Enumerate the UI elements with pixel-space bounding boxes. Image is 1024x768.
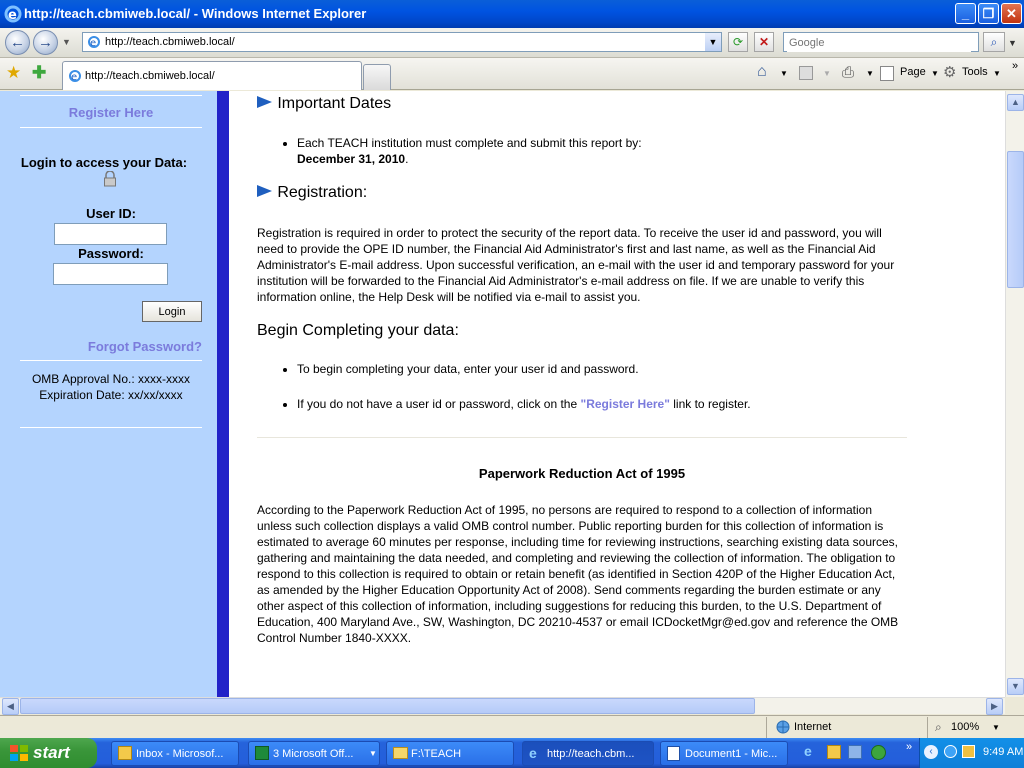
begin-item2-text: If you do not have a user id or password, click on the (297, 397, 581, 411)
quicklaunch-app-icon[interactable] (871, 745, 886, 760)
task-label: Document1 - Mic... (685, 748, 778, 760)
tools-dropdown-icon[interactable]: ▼ (993, 69, 1001, 78)
quicklaunch-outlook-icon[interactable] (827, 745, 841, 759)
quicklaunch-more-icon[interactable]: » (906, 741, 913, 753)
excel-icon (255, 746, 269, 760)
taskbar (0, 738, 1024, 768)
registration-section (257, 185, 907, 201)
outlook-icon (118, 746, 132, 760)
search-box[interactable] (783, 32, 979, 52)
login-heading: Login to access your Data: (20, 155, 188, 170)
scroll-corner (1005, 697, 1024, 715)
address-toolbar (0, 28, 1024, 58)
registration-heading: Registration: (277, 184, 368, 201)
task-label: F:\TEACH (411, 748, 462, 760)
begin-list (257, 361, 907, 412)
login-button[interactable]: Login (142, 301, 202, 322)
favorites-star-icon[interactable]: ★ (6, 63, 22, 82)
status-bar (0, 715, 1024, 739)
horizontal-scroll-thumb[interactable] (20, 698, 755, 714)
divider (20, 95, 202, 96)
task-group-dropdown-icon: ▼ (369, 749, 377, 758)
tab-toolbar (0, 58, 1024, 90)
home-icon[interactable]: ⌂ (757, 63, 767, 80)
scroll-down-icon[interactable]: ▼ (1007, 678, 1024, 695)
status-divider (766, 717, 767, 738)
divider (20, 127, 202, 128)
tab-label: http://teach.cbmiweb.local/ (85, 70, 215, 82)
task-label: 3 Microsoft Off... (273, 748, 354, 760)
gear-icon: ⚙ (943, 64, 957, 81)
task-outlook[interactable] (111, 741, 239, 766)
omb-approval: OMB Approval No.: xxxx-xxxx (31, 372, 191, 386)
start-label: start (33, 743, 70, 762)
paperwork-text: According to the Paperwork Reduction Act of 1995, no persons are required to respond to a collection of information unless such collection displays a valid OMB control number. Public reporting burden for this collection of information is estimated to average 60 minutes per response, including time for reviewing instructions, searching existing data sources, gathering and maintaining the data needed, and completing and reviewing the collection of information. The obligation to respond to this collection is required to obtain or retain benefit (as identified in Section 420P of the Higher Education Act, as amended by the Higher Education Opportunity Act of 2008). Send comments regarding the burden estimate or any other aspect of this collection of information, including suggestions for reducing this burden, to the U.S. Department of Education, 400 Maryland Ave., SW, Washington, DC 20210-4537 or email ICDocketMgr@ed.gov and reference the OMB Control Number 1840-XXXX. (257, 503, 899, 645)
search-icon[interactable]: ⌕ (983, 32, 1005, 52)
add-favorites-icon[interactable]: ✚ (32, 63, 47, 82)
scroll-left-icon[interactable]: ◀ (2, 698, 19, 715)
close-button[interactable]: ✕ (1001, 3, 1022, 24)
list-item: • To begin completing your data, enter your user id and password. (297, 361, 907, 377)
scroll-up-icon[interactable]: ▲ (1007, 94, 1024, 111)
forgot-password-link[interactable]: Forgot Password? (87, 339, 202, 354)
page-dropdown-icon[interactable]: ▼ (931, 69, 939, 78)
divider (20, 360, 202, 361)
print-icon[interactable]: ⎙ (842, 64, 855, 81)
stop-icon[interactable]: ✕ (754, 32, 774, 52)
home-dropdown-icon[interactable]: ▼ (780, 69, 788, 78)
feeds-dropdown-icon[interactable]: ▼ (823, 69, 831, 78)
important-dates-list (257, 135, 907, 167)
system-tray (919, 738, 1024, 768)
task-label: http://teach.cbm... (547, 748, 635, 760)
tools-menu[interactable]: Tools (962, 66, 988, 78)
horizontal-scrollbar[interactable] (0, 697, 1005, 714)
windows-logo-icon (9, 744, 29, 762)
zoom-icon: ⌕ (935, 720, 942, 734)
task-office[interactable] (248, 741, 380, 766)
page-menu-icon (880, 66, 894, 81)
scroll-right-icon[interactable]: ▶ (986, 698, 1003, 715)
address-bar[interactable] (82, 32, 722, 52)
important-dates-heading: Important Dates (277, 95, 392, 112)
search-options-icon[interactable]: ▼ (1008, 38, 1017, 48)
page-icon (87, 35, 101, 49)
address-dropdown-icon[interactable]: ▼ (705, 33, 721, 51)
quicklaunch-ie-icon[interactable]: e (804, 743, 812, 759)
sidebar (0, 91, 217, 697)
register-here-link[interactable]: Register Here (68, 105, 154, 120)
tray-network-icon[interactable] (944, 745, 957, 758)
tray-app-icon[interactable] (962, 745, 975, 758)
divider (20, 427, 202, 428)
back-button[interactable]: ← (5, 30, 30, 55)
page-menu[interactable]: Page (900, 66, 926, 78)
arrow-icon (257, 96, 272, 108)
userid-label: User ID: (86, 206, 136, 221)
task-word[interactable] (660, 741, 788, 766)
svg-text:e: e (71, 72, 78, 83)
address-text: http://teach.cbmiweb.local/ (105, 36, 235, 48)
deadline-suffix: . (405, 152, 409, 166)
start-button[interactable] (0, 738, 97, 768)
search-input[interactable] (787, 34, 971, 52)
print-dropdown-icon[interactable]: ▼ (866, 69, 874, 78)
paperwork-heading: Paperwork Reduction Act of 1995 (478, 466, 686, 481)
svg-text:e: e (8, 8, 17, 23)
status-divider (927, 717, 928, 738)
forward-button[interactable]: → (33, 30, 58, 55)
globe-icon (776, 720, 790, 734)
important-dates-section (257, 96, 907, 112)
clock[interactable]: 9:49 AM (983, 746, 1024, 758)
list-item (297, 396, 907, 412)
lock-icon (103, 171, 117, 187)
expiration-date: Expiration Date: xx/xx/xxxx (39, 388, 183, 402)
task-ie[interactable] (522, 741, 654, 766)
window-title: http://teach.cbmiweb.local/ - Windows Internet Explorer (24, 6, 367, 21)
arrow-icon (257, 185, 272, 197)
vertical-scroll-thumb[interactable] (1007, 151, 1024, 288)
userid-input[interactable] (54, 223, 167, 245)
folder-icon (393, 747, 408, 759)
deadline-date: December 31, 2010 (297, 152, 406, 166)
quicklaunch-desktop-icon[interactable] (848, 745, 862, 759)
zoom-dropdown-icon[interactable]: ▼ (992, 723, 1000, 732)
sidebar-border (217, 91, 229, 697)
web-content (0, 91, 1005, 697)
begin-item2-suffix: link to register. (669, 397, 751, 411)
restore-button[interactable]: ❐ (978, 3, 999, 24)
important-item-text: Each TEACH institution must complete and submit this report by: (297, 136, 642, 150)
history-dropdown-icon[interactable]: ▼ (62, 37, 71, 47)
zoom-level[interactable]: 100% (951, 721, 980, 733)
new-tab-button[interactable] (363, 64, 391, 90)
register-here-inline-link[interactable]: "Register Here" (580, 397, 670, 411)
feeds-icon[interactable] (799, 66, 813, 80)
minimize-button[interactable]: _ (955, 3, 976, 24)
chevron-more-icon[interactable]: » (1012, 60, 1019, 72)
list-item (297, 135, 907, 167)
tab-current[interactable] (62, 61, 362, 90)
ie-icon: e (529, 745, 537, 761)
password-input[interactable] (53, 263, 168, 285)
ie-logo-icon (4, 5, 22, 23)
refresh-icon[interactable]: ⟳ (728, 32, 748, 52)
registration-text: Registration is required in order to protect the security of the report data. To receive the user id and password, you will need to provide the OPE ID number, the Financial Aid Administrator's first and last name, as well as the Financial Aid Administrator's E-mail address. Upon successful verification, an e-mail with the user id and temporary password for your institution will be forwarded to the Financial Aid Administrator's e-mail address on file. If we are unable to verify this information online, the Help Desk will be notified via e-mail to assist you. (257, 226, 895, 304)
password-label: Password: (78, 246, 144, 261)
security-zone: Internet (794, 721, 832, 733)
task-folder[interactable] (386, 741, 514, 766)
begin-heading: Begin Completing your data: (257, 322, 459, 339)
vertical-scrollbar[interactable] (1005, 91, 1024, 697)
title-bar (0, 0, 1024, 28)
svg-text:e: e (90, 38, 97, 49)
section-divider (257, 437, 907, 438)
tray-expand-icon[interactable]: ‹ (924, 745, 938, 759)
tab-page-icon (68, 69, 82, 83)
word-icon (667, 746, 680, 761)
task-label: Inbox - Microsof... (136, 748, 224, 760)
